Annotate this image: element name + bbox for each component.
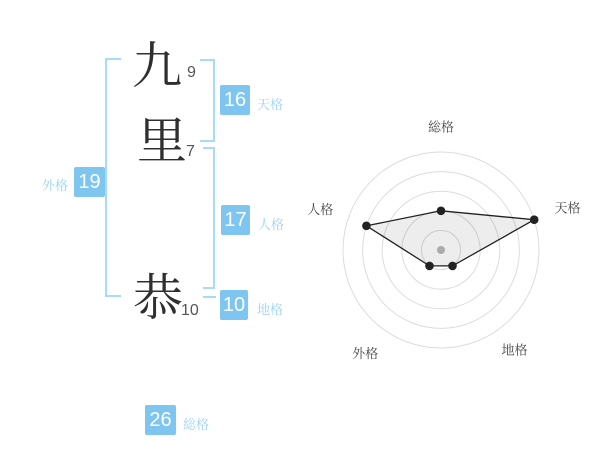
gaikaku-label: 外格: [41, 178, 68, 193]
tenkaku-label: 天格: [257, 97, 284, 112]
jinkaku-label: 人格: [258, 217, 285, 232]
jinkaku-badge: 17: [221, 205, 250, 235]
soukaku-label: 総格: [183, 417, 210, 432]
surname-char-1: 九: [132, 38, 182, 94]
radar-axis-label: 総格: [427, 119, 455, 135]
radar-axis-label: 地格: [501, 342, 528, 358]
radar-axis-label: 外格: [352, 345, 379, 361]
soukaku-badge: 26: [145, 405, 176, 435]
radar-data-point: [425, 262, 434, 271]
chikaku-badge: 10: [220, 290, 248, 320]
radar-data-point: [437, 207, 446, 216]
jinkaku-bracket: [203, 147, 215, 289]
radar-data-point: [448, 262, 457, 271]
radar-data-point: [362, 222, 371, 231]
chikaku-label: 地格: [257, 302, 284, 317]
given-name-char-1-strokes: 10: [181, 302, 199, 319]
surname-char-2-strokes: 7: [186, 143, 195, 160]
radar-axis-label: 天格: [554, 200, 581, 216]
given-name-char-1: 恭: [133, 270, 183, 326]
gaikaku-badge: 19: [74, 167, 105, 197]
surname-char-1-strokes: 9: [187, 64, 196, 81]
tenkaku-bracket: [200, 59, 215, 142]
radar-data-point: [530, 215, 539, 224]
chikaku-bracket: [203, 296, 216, 298]
radar-axis-label: 人格: [307, 202, 334, 218]
tenkaku-badge: 16: [220, 85, 250, 115]
surname-char-2: 里: [137, 113, 187, 169]
gaikaku-bracket: [105, 58, 121, 297]
fortune-radar-chart: [295, 100, 595, 370]
